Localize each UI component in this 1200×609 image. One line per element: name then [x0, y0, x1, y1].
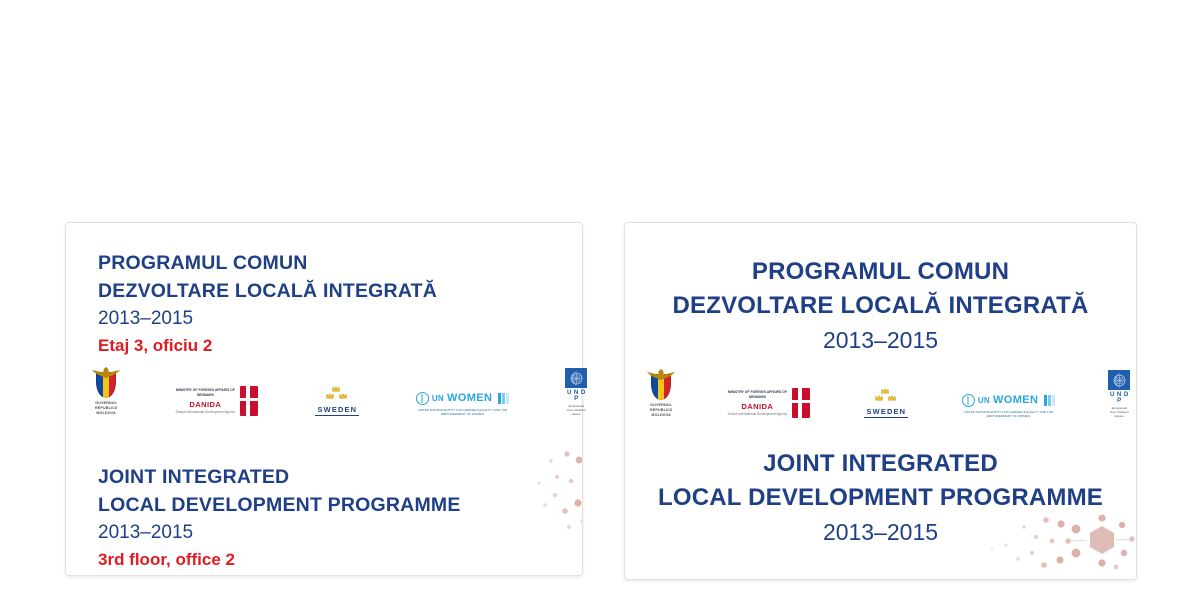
- undp-letters: U N D P: [566, 388, 586, 403]
- dot-network-decoration-icon: [521, 447, 583, 542]
- poster-romanian-line-2: DEZVOLTARE LOCALĂ INTEGRATĂ: [672, 292, 1089, 319]
- un-women-un: UN: [977, 395, 990, 405]
- english-location: 3rd floor, office 2: [98, 550, 235, 569]
- un-women-logo: [416, 368, 508, 416]
- un-women-caption: UNITED NATIONS ENTITY FOR GENDER EQUALITY AND THE EMPOWERMENT OF WOMEN: [963, 409, 1054, 418]
- un-emblem-icon: [416, 392, 429, 405]
- romanian-text-block: [98, 249, 558, 359]
- english-text-block: [98, 463, 461, 573]
- romanian-location: Etaj 3, oficiu 2: [98, 336, 213, 355]
- eagle-icon: [646, 367, 676, 381]
- three-crowns-icon: [871, 385, 901, 405]
- poster-romanian-block: [625, 255, 1136, 357]
- un-women-logo: [962, 370, 1054, 418]
- un-women-bars-icon: [498, 393, 509, 404]
- un-emblem-icon: [568, 370, 585, 387]
- three-crowns-icon: [322, 383, 352, 403]
- poster-english-block: [625, 447, 1136, 549]
- un-women-bars-icon: [1044, 395, 1055, 406]
- undp-caption: Empowered lives. Resilient nations.: [567, 404, 586, 416]
- moldova-logo-caption: GUVERNUL REPUBLICII MOLDOVA: [95, 401, 118, 415]
- coat-of-arms-icon: [651, 374, 671, 400]
- danida-ministry-line: MINISTRY OF FOREIGN AFFAIRS OF DENMARK: [175, 388, 235, 397]
- danish-flag-icon: [792, 388, 810, 418]
- undp-emblem-box: [565, 368, 587, 388]
- danida-brand: DANIDA: [189, 399, 222, 409]
- english-years: 2013–2015: [98, 522, 194, 543]
- danida-subtitle: Danish International Development Agency: [175, 409, 236, 414]
- moldova-logo-caption: GUVERNUL REPUBLICII MOLDOVA: [650, 403, 673, 417]
- un-women-caption: UNITED NATIONS ENTITY FOR GENDER EQUALITY AND THE EMPOWERMENT OF WOMEN: [417, 407, 508, 416]
- danida-logo: [726, 370, 810, 418]
- romanian-title-line-2: DEZVOLTARE LOCALĂ INTEGRATĂ: [98, 280, 438, 302]
- moldova-government-logo: [95, 368, 117, 416]
- danida-logo: [174, 368, 258, 416]
- english-title-line-2: LOCAL DEVELOPMENT PROGRAMME: [98, 494, 461, 516]
- un-emblem-icon: [962, 394, 975, 407]
- un-women-word: WOMEN: [446, 392, 493, 405]
- un-women-word: WOMEN: [992, 394, 1039, 407]
- danida-brand: DANIDA: [741, 401, 774, 411]
- poster-romanian-years: 2013–2015: [822, 327, 939, 353]
- poster-english-years: 2013–2015: [822, 519, 939, 545]
- un-emblem-icon: [1111, 372, 1128, 389]
- eagle-icon: [91, 365, 121, 379]
- sweden-rule: [315, 415, 359, 416]
- moldova-government-logo: [650, 370, 672, 418]
- donor-logo-strip-right: [650, 366, 1129, 418]
- undp-logo: [1108, 370, 1130, 418]
- undp-logo: [565, 368, 587, 416]
- undp-letters: U N D P: [1109, 390, 1129, 405]
- english-title-line-1: JOINT INTEGRATED: [98, 466, 290, 488]
- coat-of-arms-icon: [96, 372, 116, 398]
- sweden-logo: [864, 370, 908, 418]
- donor-logo-strip-left: [95, 364, 586, 416]
- sweden-wordmark: SWEDEN: [866, 406, 907, 416]
- un-women-un: UN: [431, 393, 444, 403]
- danida-ministry-line: MINISTRY OF FOREIGN AFFAIRS OF DENMARK: [727, 390, 787, 399]
- danida-subtitle: Danish International Development Agency: [727, 411, 788, 416]
- romanian-years: 2013–2015: [98, 308, 194, 329]
- poster-english-line-1: JOINT INTEGRATED: [763, 450, 998, 477]
- romanian-title-line-1: PROGRAMUL COMUN: [98, 252, 308, 274]
- poster-english-line-2: LOCAL DEVELOPMENT PROGRAMME: [658, 484, 1103, 511]
- sweden-logo: [315, 368, 359, 416]
- undp-emblem-box: [1108, 370, 1130, 390]
- undp-caption: Empowered lives. Resilient nations.: [1110, 406, 1129, 418]
- sweden-wordmark: SWEDEN: [317, 404, 358, 414]
- sweden-rule: [864, 417, 908, 418]
- poster-romanian-line-1: PROGRAMUL COMUN: [751, 258, 1010, 285]
- danish-flag-icon: [240, 386, 258, 416]
